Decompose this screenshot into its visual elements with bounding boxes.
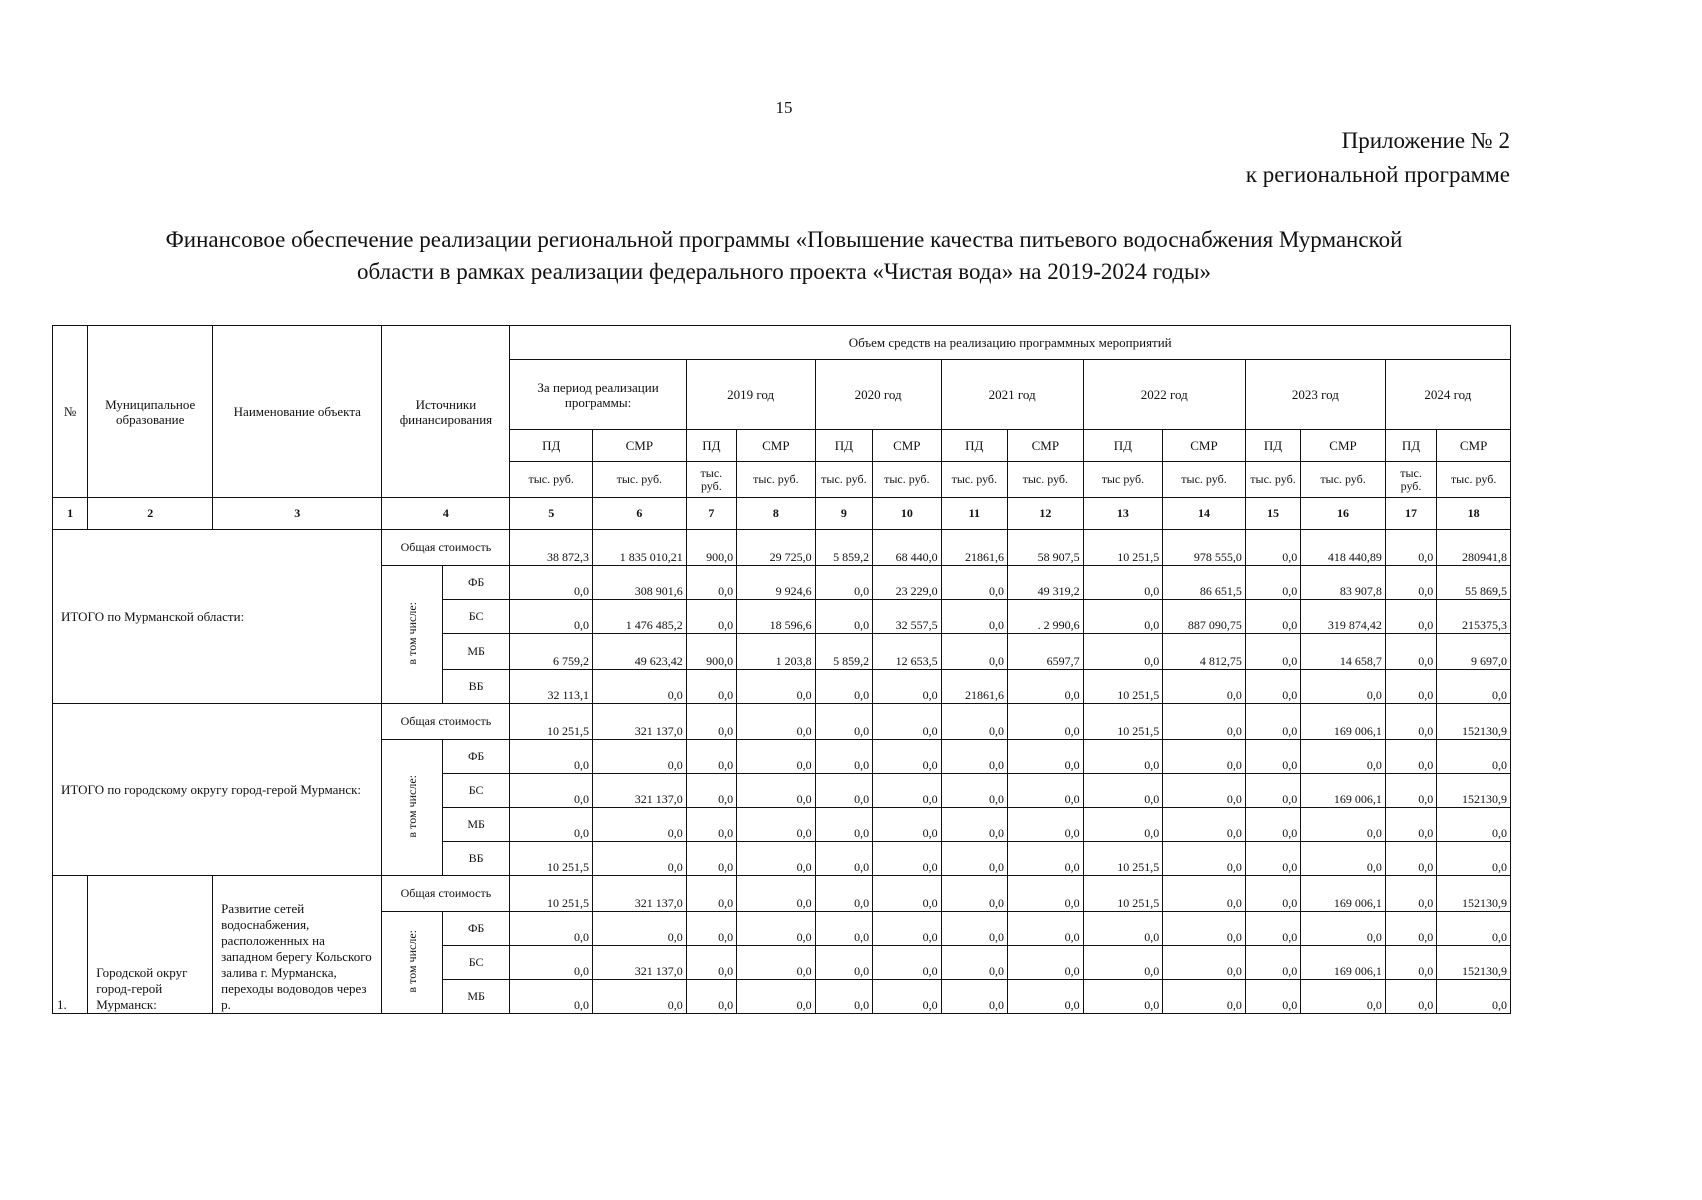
value-cell: 0,0 bbox=[1437, 980, 1511, 1014]
col-number: 14 bbox=[1163, 498, 1246, 530]
value-cell: 0,0 bbox=[873, 704, 942, 740]
value-cell: 0,0 bbox=[510, 946, 593, 980]
source-bs: БС bbox=[442, 946, 510, 980]
appendix-heading bbox=[1246, 124, 1510, 192]
value-cell: 0,0 bbox=[686, 670, 736, 704]
value-cell: 0,0 bbox=[1083, 634, 1163, 670]
value-cell: 321 137,0 bbox=[593, 946, 687, 980]
source-bs: БС bbox=[442, 600, 510, 634]
value-cell: 0,0 bbox=[1385, 740, 1436, 774]
value-cell: 0,0 bbox=[1245, 530, 1300, 566]
value-cell: 0,0 bbox=[1008, 842, 1084, 876]
header-unit: тыс. руб. bbox=[1437, 462, 1511, 498]
value-cell: 0,0 bbox=[510, 600, 593, 634]
value-cell: 0,0 bbox=[815, 980, 872, 1014]
total-cost-label: Общая стоимость bbox=[382, 530, 510, 566]
value-cell: 14 658,7 bbox=[1301, 634, 1386, 670]
value-cell: 0,0 bbox=[737, 670, 816, 704]
value-cell: 0,0 bbox=[815, 774, 872, 808]
object-name: Развитие сетей водоснабжения, расположенных на западном берегу Кольского залива г. Мурманска, переходы водоводов через р. bbox=[213, 876, 382, 1014]
value-cell: 0,0 bbox=[1163, 946, 1246, 980]
value-cell: 0,0 bbox=[510, 774, 593, 808]
header-smr: СМР bbox=[873, 430, 942, 462]
value-cell: 0,0 bbox=[1163, 740, 1246, 774]
value-cell: 0,0 bbox=[510, 566, 593, 600]
value-cell: 0,0 bbox=[1301, 740, 1386, 774]
value-cell: 32 113,1 bbox=[510, 670, 593, 704]
value-cell: 0,0 bbox=[1385, 808, 1436, 842]
value-cell: 0,0 bbox=[815, 808, 872, 842]
value-cell: 9 924,6 bbox=[737, 566, 816, 600]
header-2024: 2024 год bbox=[1385, 360, 1510, 430]
value-cell: 0,0 bbox=[1163, 670, 1246, 704]
title-line-1: Финансовое обеспечение реализации региональной программы «Повышение качества питьевого водоснабжения Мурманской bbox=[165, 227, 1403, 252]
value-cell: 169 006,1 bbox=[1301, 774, 1386, 808]
col-number: 9 bbox=[815, 498, 872, 530]
including-label: в том числе: bbox=[382, 566, 442, 704]
value-cell: 0,0 bbox=[815, 740, 872, 774]
value-cell: 0,0 bbox=[941, 912, 1007, 946]
header-smr: СМР bbox=[593, 430, 687, 462]
header-smr: СМР bbox=[1437, 430, 1511, 462]
value-cell: 152130,9 bbox=[1437, 946, 1511, 980]
col-number: 7 bbox=[686, 498, 736, 530]
value-cell: 0,0 bbox=[593, 808, 687, 842]
value-cell: 169 006,1 bbox=[1301, 946, 1386, 980]
source-vb: ВБ bbox=[442, 842, 510, 876]
value-cell: 0,0 bbox=[873, 876, 942, 912]
source-mb: МБ bbox=[442, 980, 510, 1014]
header-unit: тыс руб. bbox=[1083, 462, 1163, 498]
value-cell: 18 596,6 bbox=[737, 600, 816, 634]
value-cell: 0,0 bbox=[737, 740, 816, 774]
header-pd: ПД bbox=[815, 430, 872, 462]
value-cell: 0,0 bbox=[1437, 842, 1511, 876]
header-municipality: Муниципальное образование bbox=[88, 326, 213, 498]
value-cell: 5 859,2 bbox=[815, 530, 872, 566]
value-cell: 0,0 bbox=[1301, 670, 1386, 704]
value-cell: 58 907,5 bbox=[1008, 530, 1084, 566]
value-cell: 0,0 bbox=[941, 876, 1007, 912]
col-number: 18 bbox=[1437, 498, 1511, 530]
value-cell: 0,0 bbox=[1008, 670, 1084, 704]
header-smr: СМР bbox=[1008, 430, 1084, 462]
value-cell: 10 251,5 bbox=[510, 704, 593, 740]
value-cell: 0,0 bbox=[815, 842, 872, 876]
value-cell: 0,0 bbox=[1437, 740, 1511, 774]
value-cell: 0,0 bbox=[1163, 980, 1246, 1014]
value-cell: 0,0 bbox=[815, 600, 872, 634]
value-cell: 12 653,5 bbox=[873, 634, 942, 670]
value-cell: 0,0 bbox=[737, 774, 816, 808]
header-unit: тыс. руб. bbox=[1163, 462, 1246, 498]
header-unit: тыс. руб. bbox=[1301, 462, 1386, 498]
value-cell: 978 555,0 bbox=[1163, 530, 1246, 566]
appendix-line-2: к региональной программе bbox=[1245, 162, 1510, 187]
value-cell: 23 229,0 bbox=[873, 566, 942, 600]
value-cell: 0,0 bbox=[1245, 774, 1300, 808]
header-unit: тыс. руб. bbox=[593, 462, 687, 498]
value-cell: 0,0 bbox=[510, 980, 593, 1014]
value-cell: 0,0 bbox=[737, 842, 816, 876]
value-cell: 887 090,75 bbox=[1163, 600, 1246, 634]
value-cell: 10 251,5 bbox=[1083, 530, 1163, 566]
row-number: 1. bbox=[53, 876, 88, 1014]
value-cell: 0,0 bbox=[1245, 740, 1300, 774]
value-cell: 0,0 bbox=[873, 740, 942, 774]
header-pd: ПД bbox=[1245, 430, 1300, 462]
value-cell: 10 251,5 bbox=[1083, 876, 1163, 912]
value-cell: 21861,6 bbox=[941, 530, 1007, 566]
value-cell: 0,0 bbox=[593, 740, 687, 774]
section-label-region: ИТОГО по Мурманской области: bbox=[53, 530, 382, 704]
value-cell: 0,0 bbox=[737, 946, 816, 980]
header-unit: тыс. руб. bbox=[873, 462, 942, 498]
value-cell: 0,0 bbox=[686, 704, 736, 740]
col-number: 1 bbox=[53, 498, 88, 530]
value-cell: 68 440,0 bbox=[873, 530, 942, 566]
value-cell: 10 251,5 bbox=[1083, 842, 1163, 876]
value-cell: 0,0 bbox=[1385, 704, 1436, 740]
value-cell: 0,0 bbox=[1163, 808, 1246, 842]
value-cell: 0,0 bbox=[737, 808, 816, 842]
total-cost-label: Общая стоимость bbox=[382, 704, 510, 740]
source-bs: БС bbox=[442, 774, 510, 808]
header-pd: ПД bbox=[510, 430, 593, 462]
value-cell: 0,0 bbox=[941, 704, 1007, 740]
value-cell: 0,0 bbox=[873, 808, 942, 842]
header-sources: Источники финансирования bbox=[382, 326, 510, 498]
value-cell: 152130,9 bbox=[1437, 774, 1511, 808]
value-cell: 0,0 bbox=[1008, 808, 1084, 842]
value-cell: 319 874,42 bbox=[1301, 600, 1386, 634]
value-cell: 49 319,2 bbox=[1008, 566, 1084, 600]
value-cell: 0,0 bbox=[1008, 912, 1084, 946]
value-cell: 0,0 bbox=[686, 980, 736, 1014]
value-cell: 0,0 bbox=[1385, 980, 1436, 1014]
value-cell: 0,0 bbox=[815, 876, 872, 912]
total-cost-label: Общая стоимость bbox=[382, 876, 510, 912]
value-cell: 308 901,6 bbox=[593, 566, 687, 600]
value-cell: 0,0 bbox=[1245, 634, 1300, 670]
value-cell: 0,0 bbox=[737, 704, 816, 740]
col-number: 11 bbox=[941, 498, 1007, 530]
value-cell: 0,0 bbox=[1245, 946, 1300, 980]
value-cell: 4 812,75 bbox=[1163, 634, 1246, 670]
source-fb: ФБ bbox=[442, 912, 510, 946]
section-label-murmansk: ИТОГО по городскому округу город-герой Мурманск: bbox=[53, 704, 382, 876]
value-cell: 0,0 bbox=[1437, 670, 1511, 704]
value-cell: 0,0 bbox=[686, 600, 736, 634]
header-2023: 2023 год bbox=[1245, 360, 1385, 430]
value-cell: 0,0 bbox=[815, 946, 872, 980]
including-label: в том числе: bbox=[382, 740, 442, 876]
col-number: 2 bbox=[88, 498, 213, 530]
value-cell: 215375,3 bbox=[1437, 600, 1511, 634]
value-cell: 169 006,1 bbox=[1301, 876, 1386, 912]
value-cell: 0,0 bbox=[1385, 912, 1436, 946]
value-cell: 0,0 bbox=[941, 600, 1007, 634]
header-unit: тыс. руб. bbox=[1245, 462, 1300, 498]
value-cell: 10 251,5 bbox=[510, 842, 593, 876]
s1-total-row bbox=[53, 530, 1511, 566]
value-cell: 0,0 bbox=[1301, 980, 1386, 1014]
value-cell: 900,0 bbox=[686, 634, 736, 670]
value-cell: 0,0 bbox=[1301, 808, 1386, 842]
header-unit: тыс. руб. bbox=[1385, 462, 1436, 498]
value-cell: 0,0 bbox=[1301, 912, 1386, 946]
s2-total-row bbox=[53, 704, 1511, 740]
header-2020: 2020 год bbox=[815, 360, 941, 430]
value-cell: 0,0 bbox=[1385, 946, 1436, 980]
value-cell: 6597,7 bbox=[1008, 634, 1084, 670]
value-cell: 0,0 bbox=[1083, 740, 1163, 774]
value-cell: 169 006,1 bbox=[1301, 704, 1386, 740]
value-cell: 0,0 bbox=[1245, 670, 1300, 704]
value-cell: 0,0 bbox=[1008, 774, 1084, 808]
value-cell: 9 697,0 bbox=[1437, 634, 1511, 670]
value-cell: 0,0 bbox=[1245, 842, 1300, 876]
header-2019: 2019 год bbox=[686, 360, 815, 430]
col-number: 15 bbox=[1245, 498, 1300, 530]
value-cell: 152130,9 bbox=[1437, 876, 1511, 912]
value-cell: 418 440,89 bbox=[1301, 530, 1386, 566]
value-cell: 10 251,5 bbox=[1083, 704, 1163, 740]
value-cell: 86 651,5 bbox=[1163, 566, 1246, 600]
value-cell: 0,0 bbox=[1245, 980, 1300, 1014]
value-cell: 0,0 bbox=[1245, 808, 1300, 842]
value-cell: 0,0 bbox=[941, 980, 1007, 1014]
value-cell: 0,0 bbox=[1008, 876, 1084, 912]
value-cell: 21861,6 bbox=[941, 670, 1007, 704]
value-cell: 0,0 bbox=[1163, 774, 1246, 808]
value-cell: 5 859,2 bbox=[815, 634, 872, 670]
header-pd: ПД bbox=[1385, 430, 1436, 462]
value-cell: 0,0 bbox=[941, 740, 1007, 774]
value-cell: 10 251,5 bbox=[510, 876, 593, 912]
value-cell: . 2 990,6 bbox=[1008, 600, 1084, 634]
municipality-name: Городской округ город-герой Мурманск: bbox=[88, 876, 213, 1014]
value-cell: 0,0 bbox=[941, 634, 1007, 670]
value-cell: 280941,8 bbox=[1437, 530, 1511, 566]
value-cell: 0,0 bbox=[1008, 740, 1084, 774]
value-cell: 0,0 bbox=[1245, 704, 1300, 740]
value-cell: 38 872,3 bbox=[510, 530, 593, 566]
value-cell: 0,0 bbox=[1083, 566, 1163, 600]
value-cell: 0,0 bbox=[1083, 980, 1163, 1014]
value-cell: 0,0 bbox=[1385, 600, 1436, 634]
value-cell: 0,0 bbox=[1083, 946, 1163, 980]
value-cell: 0,0 bbox=[686, 740, 736, 774]
header-object: Наименование объекта bbox=[213, 326, 382, 498]
value-cell: 0,0 bbox=[1083, 808, 1163, 842]
value-cell: 0,0 bbox=[1385, 566, 1436, 600]
header-row-1 bbox=[53, 326, 1511, 360]
value-cell: 0,0 bbox=[815, 912, 872, 946]
value-cell: 0,0 bbox=[686, 912, 736, 946]
header-unit: тыс. руб. bbox=[1008, 462, 1084, 498]
header-2021: 2021 год bbox=[941, 360, 1083, 430]
header-pd: ПД bbox=[941, 430, 1007, 462]
header-smr: СМР bbox=[737, 430, 816, 462]
value-cell: 0,0 bbox=[1245, 566, 1300, 600]
header-pd: ПД bbox=[1083, 430, 1163, 462]
value-cell: 0,0 bbox=[1083, 774, 1163, 808]
appendix-line-1: Приложение № 2 bbox=[1341, 128, 1510, 153]
header-unit: тыс. руб. bbox=[941, 462, 1007, 498]
header-unit: тыс. руб. bbox=[737, 462, 816, 498]
value-cell: 321 137,0 bbox=[593, 704, 687, 740]
header-unit: тыс. руб. bbox=[815, 462, 872, 498]
value-cell: 1 835 010,21 bbox=[593, 530, 687, 566]
including-label: в том числе: bbox=[382, 912, 442, 1014]
value-cell: 152130,9 bbox=[1437, 704, 1511, 740]
header-2022: 2022 год bbox=[1083, 360, 1245, 430]
value-cell: 0,0 bbox=[510, 808, 593, 842]
value-cell: 900,0 bbox=[686, 530, 736, 566]
value-cell: 0,0 bbox=[686, 876, 736, 912]
value-cell: 0,0 bbox=[873, 912, 942, 946]
header-pd: ПД bbox=[686, 430, 736, 462]
value-cell: 0,0 bbox=[1245, 600, 1300, 634]
value-cell: 0,0 bbox=[873, 946, 942, 980]
source-vb: ВБ bbox=[442, 670, 510, 704]
value-cell: 0,0 bbox=[593, 912, 687, 946]
col-number: 13 bbox=[1083, 498, 1163, 530]
value-cell: 0,0 bbox=[593, 670, 687, 704]
value-cell: 0,0 bbox=[737, 876, 816, 912]
header-smr: СМР bbox=[1163, 430, 1246, 462]
col-number: 4 bbox=[382, 498, 510, 530]
value-cell: 0,0 bbox=[1385, 842, 1436, 876]
value-cell: 0,0 bbox=[686, 566, 736, 600]
value-cell: 83 907,8 bbox=[1301, 566, 1386, 600]
value-cell: 1 476 485,2 bbox=[593, 600, 687, 634]
value-cell: 0,0 bbox=[941, 946, 1007, 980]
value-cell: 0,0 bbox=[1163, 704, 1246, 740]
value-cell: 0,0 bbox=[941, 808, 1007, 842]
header-unit: тыс. руб. bbox=[510, 462, 593, 498]
value-cell: 0,0 bbox=[1163, 876, 1246, 912]
value-cell: 0,0 bbox=[941, 566, 1007, 600]
col-number: 16 bbox=[1301, 498, 1386, 530]
source-fb: ФБ bbox=[442, 740, 510, 774]
header-period: За период реализации программы: bbox=[510, 360, 686, 430]
value-cell: 0,0 bbox=[510, 912, 593, 946]
page-number: 15 bbox=[775, 98, 793, 117]
value-cell: 49 623,42 bbox=[593, 634, 687, 670]
value-cell: 0,0 bbox=[873, 842, 942, 876]
value-cell: 0,0 bbox=[1385, 774, 1436, 808]
value-cell: 0,0 bbox=[941, 842, 1007, 876]
value-cell: 0,0 bbox=[1245, 912, 1300, 946]
financing-table bbox=[52, 325, 1511, 1014]
value-cell: 0,0 bbox=[593, 842, 687, 876]
value-cell: 0,0 bbox=[1301, 842, 1386, 876]
value-cell: 0,0 bbox=[873, 670, 942, 704]
header-num: № bbox=[53, 326, 88, 498]
col-number: 6 bbox=[593, 498, 687, 530]
value-cell: 0,0 bbox=[1385, 876, 1436, 912]
value-cell: 321 137,0 bbox=[593, 876, 687, 912]
value-cell: 32 557,5 bbox=[873, 600, 942, 634]
value-cell: 0,0 bbox=[1083, 600, 1163, 634]
value-cell: 6 759,2 bbox=[510, 634, 593, 670]
col-number: 8 bbox=[737, 498, 816, 530]
value-cell: 0,0 bbox=[815, 670, 872, 704]
value-cell: 0,0 bbox=[737, 912, 816, 946]
value-cell: 321 137,0 bbox=[593, 774, 687, 808]
value-cell: 0,0 bbox=[815, 704, 872, 740]
value-cell: 0,0 bbox=[941, 774, 1007, 808]
source-fb: ФБ bbox=[442, 566, 510, 600]
column-number-row bbox=[53, 498, 1511, 530]
header-smr: СМР bbox=[1301, 430, 1386, 462]
value-cell: 0,0 bbox=[686, 808, 736, 842]
value-cell: 0,0 bbox=[1083, 912, 1163, 946]
s3-total-row bbox=[53, 876, 1511, 912]
col-number: 5 bbox=[510, 498, 593, 530]
value-cell: 0,0 bbox=[510, 740, 593, 774]
value-cell: 0,0 bbox=[1008, 946, 1084, 980]
document-title bbox=[50, 224, 1518, 288]
value-cell: 0,0 bbox=[1008, 704, 1084, 740]
value-cell: 0,0 bbox=[686, 774, 736, 808]
col-number: 10 bbox=[873, 498, 942, 530]
header-unit: тыс. руб. bbox=[686, 462, 736, 498]
value-cell: 10 251,5 bbox=[1083, 670, 1163, 704]
value-cell: 0,0 bbox=[873, 980, 942, 1014]
value-cell: 0,0 bbox=[1163, 842, 1246, 876]
col-number: 17 bbox=[1385, 498, 1436, 530]
value-cell: 0,0 bbox=[1163, 912, 1246, 946]
value-cell: 0,0 bbox=[1385, 530, 1436, 566]
value-cell: 0,0 bbox=[1437, 808, 1511, 842]
value-cell: 55 869,5 bbox=[1437, 566, 1511, 600]
source-mb: МБ bbox=[442, 634, 510, 670]
value-cell: 0,0 bbox=[1245, 876, 1300, 912]
value-cell: 0,0 bbox=[737, 980, 816, 1014]
col-number: 3 bbox=[213, 498, 382, 530]
value-cell: 0,0 bbox=[1385, 670, 1436, 704]
value-cell: 1 203,8 bbox=[737, 634, 816, 670]
value-cell: 0,0 bbox=[686, 842, 736, 876]
value-cell: 0,0 bbox=[1385, 634, 1436, 670]
value-cell: 0,0 bbox=[815, 566, 872, 600]
value-cell: 0,0 bbox=[686, 946, 736, 980]
header-volume: Объем средств на реализацию программных мероприятий bbox=[510, 326, 1511, 360]
value-cell: 0,0 bbox=[1437, 912, 1511, 946]
value-cell: 29 725,0 bbox=[737, 530, 816, 566]
title-line-2: области в рамках реализации федерального проекта «Чистая вода» на 2019-2024 годы» bbox=[357, 259, 1211, 284]
source-mb: МБ bbox=[442, 808, 510, 842]
value-cell: 0,0 bbox=[1008, 980, 1084, 1014]
value-cell: 0,0 bbox=[873, 774, 942, 808]
value-cell: 0,0 bbox=[593, 980, 687, 1014]
col-number: 12 bbox=[1008, 498, 1084, 530]
